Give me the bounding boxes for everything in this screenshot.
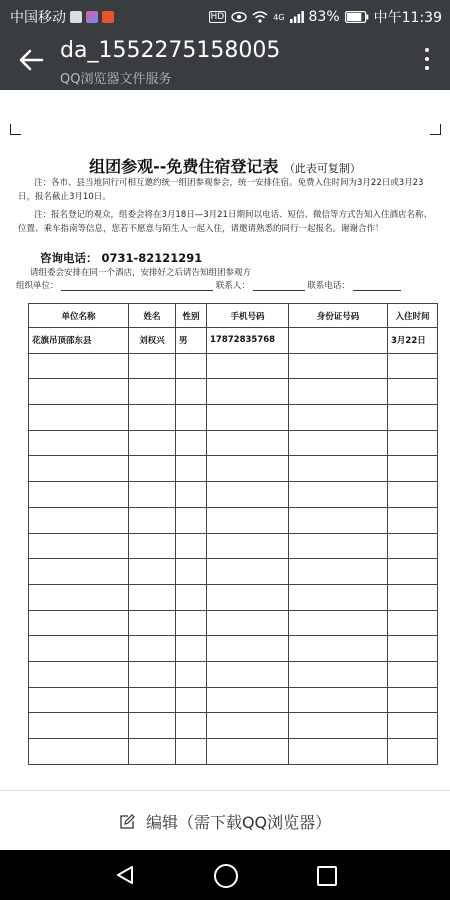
edit-icon — [119, 814, 135, 830]
table-row — [29, 379, 438, 405]
battery-percent: 83% — [308, 9, 340, 25]
registration-table — [28, 303, 438, 765]
crop-mark-top-right — [430, 124, 441, 135]
cell-mobile: 17872835768 — [207, 328, 289, 354]
eye-icon — [231, 11, 247, 23]
app-bar — [0, 32, 450, 90]
nav-recent-apps-icon[interactable] — [317, 866, 337, 886]
status-right — [209, 7, 442, 27]
cell-checkin: 3月22日 — [388, 328, 438, 354]
contact-phone-blank — [353, 282, 401, 291]
table-row — [29, 739, 438, 765]
edit-label: 编辑（需下载QQ浏览器） — [145, 813, 332, 832]
network-type: 4G — [273, 12, 285, 22]
note-group-visit: 注：各市、县当地同行可相互邀约统一组团参观参会，统一安排住宿。免费入住时间为3月22日或3月23日，报名截止3月10日。 — [18, 178, 424, 202]
status-bar — [0, 0, 450, 32]
contact-blank — [253, 282, 305, 291]
header-gender: 性别 — [176, 304, 207, 328]
table-row — [29, 507, 438, 533]
table-row — [29, 636, 438, 662]
file-service-subtitle: QQ浏览器文件服务 — [60, 72, 172, 87]
table-row — [29, 405, 438, 431]
contact-phone-label: 联系电话： — [307, 281, 350, 291]
table-row — [29, 353, 438, 379]
header-mobile: 手机号码 — [207, 304, 289, 328]
bottom-action-bar — [0, 790, 450, 851]
table-row — [29, 584, 438, 610]
edit-button[interactable] — [0, 810, 450, 833]
cell-name: 刘权兴 — [129, 328, 176, 354]
crop-mark-top-left — [10, 124, 21, 135]
file-title: da_1552275158005 — [60, 38, 281, 63]
more-options-icon[interactable] — [424, 48, 430, 74]
document-title — [0, 154, 450, 177]
signal-icon — [290, 11, 304, 23]
cell-id-number — [289, 328, 388, 354]
wifi-icon — [252, 11, 268, 23]
arrangement-note: 请组委会安排在同一个酒店，安排好之后请告知组团参观方 — [30, 268, 252, 278]
table-row — [29, 533, 438, 559]
copyable-note: （此表可复制） — [283, 162, 361, 175]
consult-phone — [40, 250, 202, 266]
cell-gender: 男 — [176, 328, 207, 354]
table-header-row — [29, 304, 438, 328]
table-row — [29, 456, 438, 482]
table-row — [29, 713, 438, 739]
cell-unit: 花旗吊顶邵东县 — [29, 328, 129, 354]
note-registration: 注：报名登记的观众，组委会将在3月18日—3月21日期间以电话、短信、微信等方式告知入住酒店名称、位置、乘车指南等信息，您若不愿意与陌生人一起入住，请邀请熟悉的同行一起报名。谢谢合作！ — [18, 210, 432, 234]
video-notification-icon — [102, 11, 114, 23]
table-row — [29, 661, 438, 687]
org-blank — [61, 282, 213, 291]
table-row — [29, 687, 438, 713]
consult-phone-label: 咨询电话： — [40, 251, 98, 265]
carrier-name: 中国移动 — [10, 10, 66, 26]
nav-home-icon[interactable] — [214, 864, 238, 888]
consult-phone-number: 0731-82121291 — [101, 251, 203, 265]
header-name: 姓名 — [129, 304, 176, 328]
header-unit: 单位名称 — [29, 304, 129, 328]
table-row — [29, 559, 438, 585]
table-row — [29, 482, 438, 508]
table-row — [29, 610, 438, 636]
document-viewer[interactable] — [0, 90, 450, 790]
organizer-line — [16, 279, 401, 291]
battery-icon — [345, 11, 369, 23]
table-row — [29, 430, 438, 456]
clock: 中午11:39 — [373, 10, 442, 26]
system-navigation-bar — [0, 850, 450, 900]
nav-back-icon[interactable] — [115, 865, 135, 885]
contact-label: 联系人： — [215, 281, 250, 291]
app-notification-icon — [86, 11, 98, 23]
org-label: 组织单位： — [16, 281, 59, 291]
camera-notification-icon — [70, 11, 82, 23]
hd-badge: HD — [210, 12, 225, 22]
table-row — [29, 328, 438, 354]
header-checkin: 入住时间 — [388, 304, 438, 328]
document-title-text: 组团参观--免费住宿登记表 — [89, 157, 279, 176]
header-id-number: 身份证号码 — [289, 304, 388, 328]
back-arrow-icon[interactable] — [18, 47, 44, 73]
status-left — [10, 7, 114, 27]
